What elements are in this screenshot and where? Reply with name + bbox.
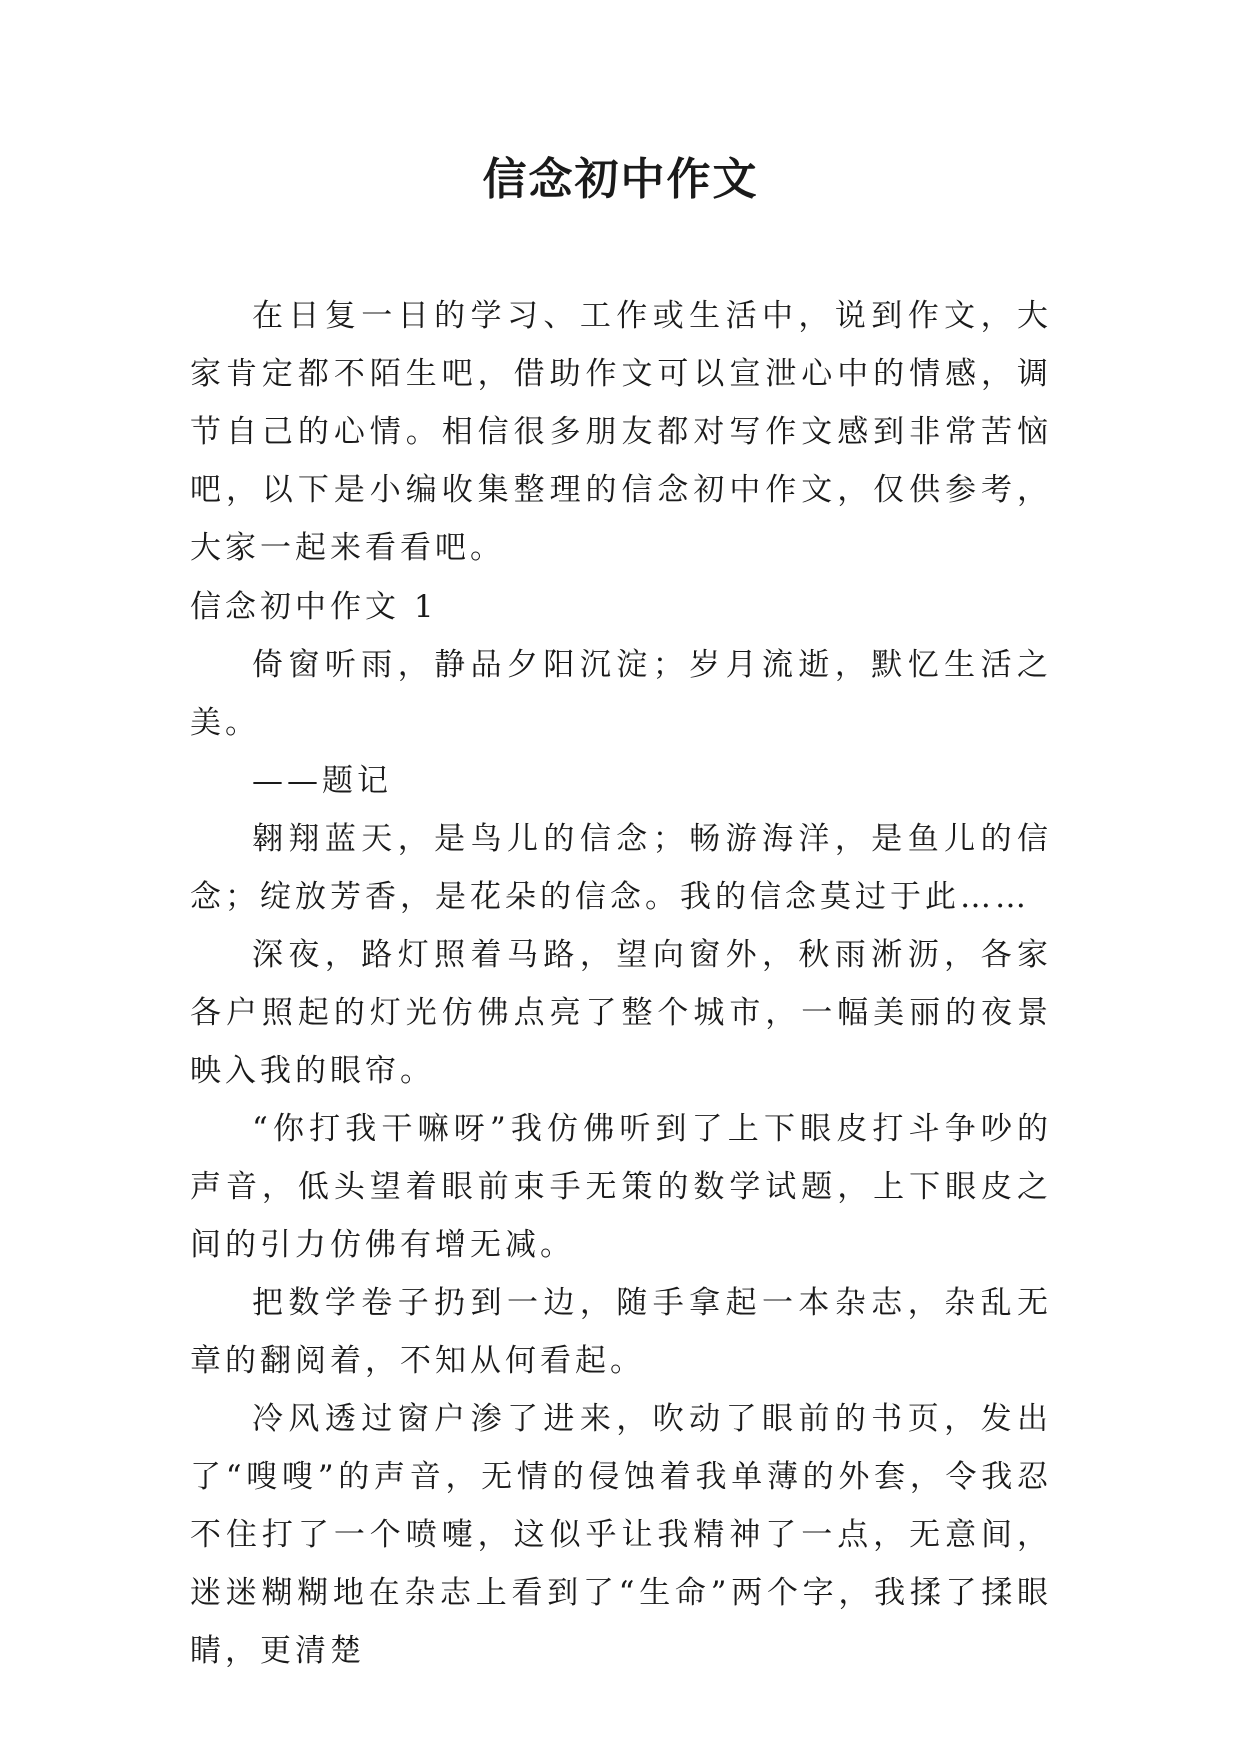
paragraph: “你打我干嘛呀”我仿佛听到了上下眼皮打斗争吵的声音，低头望着眼前束手无策的数学试题，上下眼皮之间的引力仿佛有增无减。 — [190, 1111, 1052, 1263]
paragraph: 把数学卷子扔到一边，随手拿起一本杂志，杂乱无章的翻阅着，不知从何看起。 — [190, 1285, 1052, 1379]
paragraph: 倚窗听雨，静品夕阳沉淀；岁月流逝，默忆生活之美。 — [190, 647, 1052, 741]
paragraph: 深夜，路灯照着马路，望向窗外，秋雨淅沥，各家各户照起的灯光仿佛点亮了整个城市，一幅美丽的夜景映入我的眼帘。 — [190, 937, 1052, 1089]
document-title: 信念初中作文 — [482, 154, 759, 205]
intro-section — [190, 287, 1052, 577]
essay-section — [190, 578, 1052, 1680]
intro-paragraph: 在日复一日的学习、工作或生活中，说到作文，大家肯定都不陌生吧，借助作文可以宣泄心中的情感，调节自己的心情。相信很多朋友都对写作文感到非常苦恼吧，以下是小编收集整理的信念初中作文，仅供参考，大家一起来看看吧。 — [190, 298, 1052, 566]
paragraph: 翱翔蓝天，是鸟儿的信念；畅游海洋，是鱼儿的信念；绽放芳香，是花朵的信念。我的信念莫过于此…… — [190, 821, 1052, 915]
section-heading: 信念初中作文 1 — [190, 589, 438, 625]
paragraph: ——题记 — [252, 763, 392, 799]
paragraph: 冷风透过窗户渗了进来，吹动了眼前的书页，发出了“嗖嗖”的声音，无情的侵蚀着我单薄的外套，令我忍不住打了一个喷嚏，这似乎让我精神了一点，无意间，迷迷糊糊地在杂志上看到了“生命”两个字，我揉了揉眼睛，更清楚 — [190, 1401, 1052, 1669]
